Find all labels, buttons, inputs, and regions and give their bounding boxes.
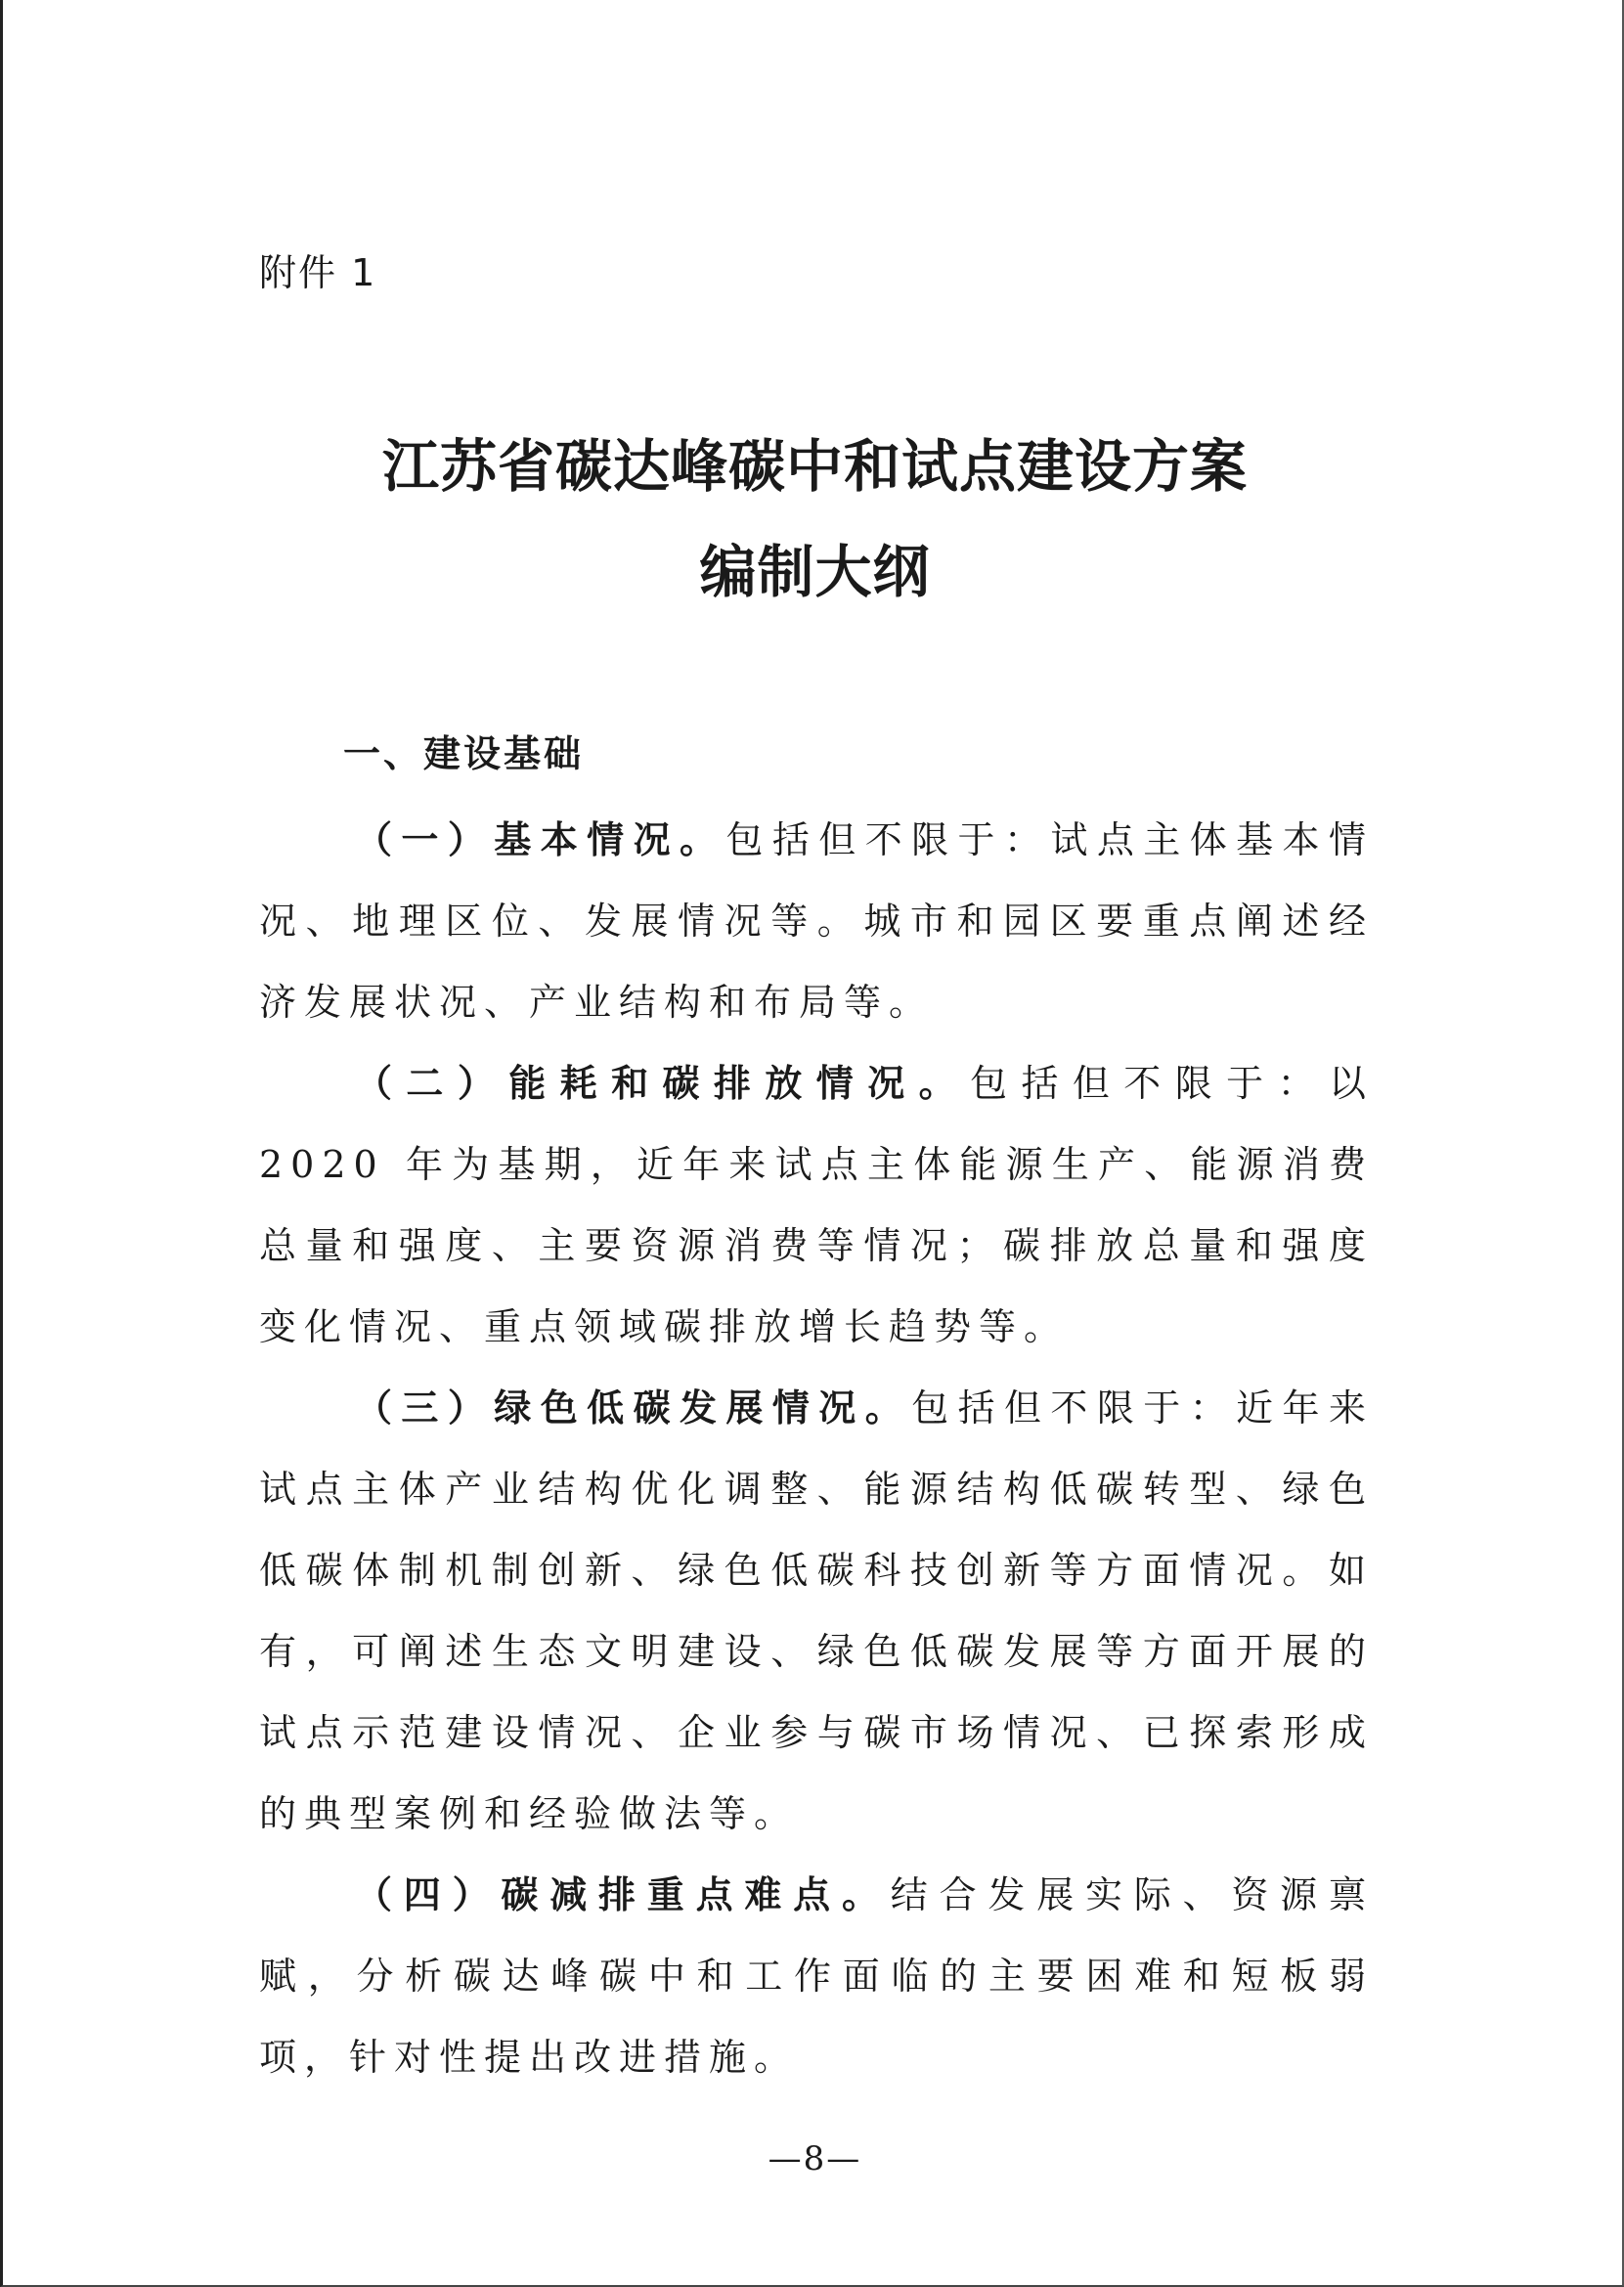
attachment-label: 附件 1 [259, 251, 377, 294]
paragraph-lead: （四）碳减排重点难点。 [355, 1873, 891, 1916]
paragraph-text: 包括但不限于：试点主体基本情况、地理区位、发展情况等。城市和园区要重点阐述经济发展状况、产业结构和布局等。 [259, 818, 1374, 1024]
document-title-line-2: 编制大纲 [699, 539, 931, 605]
paragraph-lead: （三）绿色低碳发展情况。 [355, 1386, 912, 1429]
section-body [259, 800, 1374, 2098]
paragraph-green-development [259, 1368, 1374, 1855]
paragraph-text: 包括但不限于：以 2020 年为基期，近年来试点主体能源生产、能源消费总量和强度、主要资源消费等情况；碳排放总量和强度变化情况、重点领域碳排放增长趋势等。 [259, 1062, 1374, 1348]
paragraph-lead: （一）基本情况。 [355, 818, 726, 861]
section-heading: 一、建设基础 [343, 732, 585, 775]
paragraph-energy-emissions [259, 1043, 1374, 1368]
paragraph-basic-situation [259, 800, 1374, 1043]
page-number: —8— [768, 2139, 862, 2178]
paragraph-key-difficulties [259, 1855, 1374, 2098]
paragraph-lead: （二）能耗和碳排放情况。 [355, 1062, 971, 1105]
paragraph-text: 结合发展实际、资源禀赋，分析碳达峰碳中和工作面临的主要困难和短板弱项，针对性提出改进措施。 [259, 1873, 1374, 2079]
paragraph-text: 包括但不限于：近年来试点主体产业结构优化调整、能源结构低碳转型、绿色低碳体制机制创新、绿色低碳科技创新等方面情况。如有，可阐述生态文明建设、绿色低碳发展等方面开展的试点示范建设情况、企业参与碳市场情况、已探索形成的典型案例和经验做法等。 [259, 1386, 1374, 1835]
document-title-line-1: 江苏省碳达峰碳中和试点建设方案 [381, 433, 1248, 500]
